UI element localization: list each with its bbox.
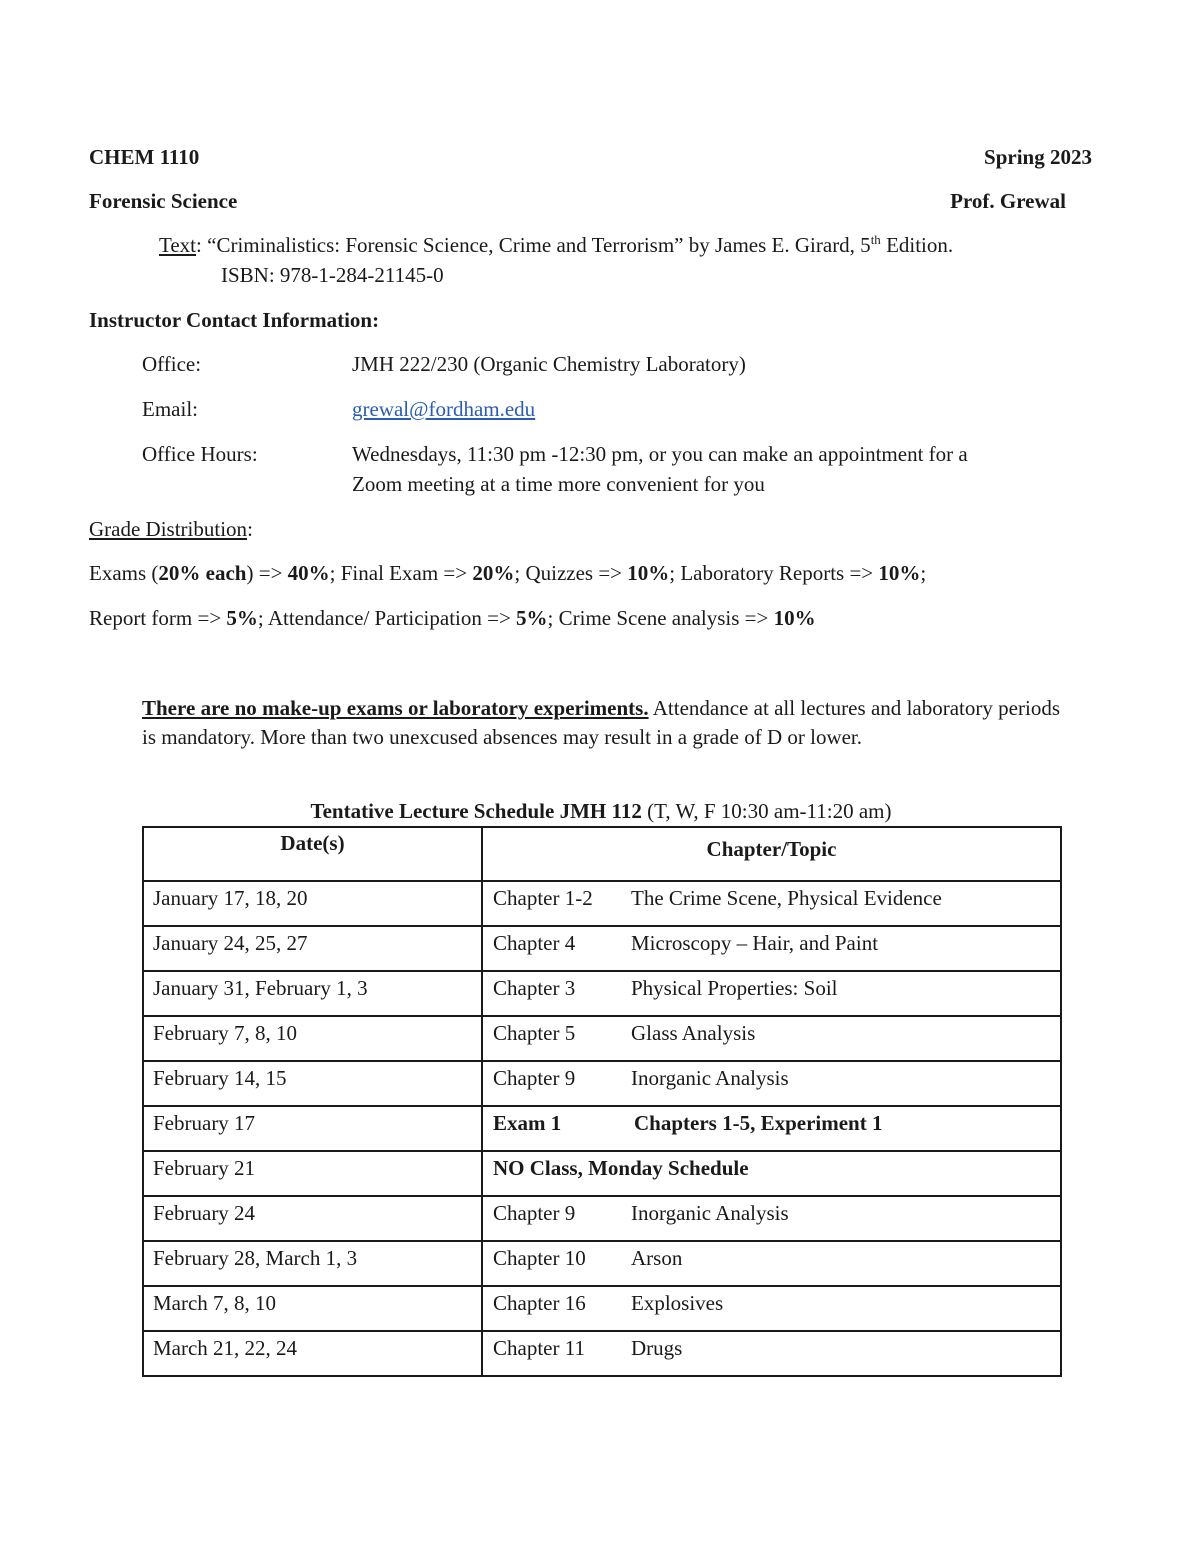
table-row (143, 1286, 1061, 1331)
schedule-chapter: Chapter 3 (493, 976, 576, 1000)
office-hours-label: Office Hours: (142, 442, 258, 466)
email-container (352, 396, 535, 422)
schedule-topic: Inorganic Analysis (631, 1201, 789, 1225)
schedule-topic-cell (482, 1331, 1061, 1376)
textbook-line (159, 232, 953, 258)
table-row (143, 881, 1061, 926)
schedule-title (142, 797, 1060, 825)
office-value: JMH 222/230 (Organic Chemistry Laboratory) (352, 352, 746, 376)
table-row (143, 1151, 1061, 1196)
schedule-date: February 28, March 1, 3 (143, 1241, 482, 1286)
schedule-topic-cell (482, 971, 1061, 1016)
table-row (143, 1106, 1061, 1151)
schedule-chapter: Chapter 4 (493, 931, 576, 955)
schedule-topic-cell (482, 1151, 1061, 1196)
schedule-topic: Glass Analysis (631, 1021, 756, 1045)
grade-heading: Grade Distribution (89, 517, 248, 541)
edition-superscript: th (870, 232, 881, 247)
schedule-topic: Inorganic Analysis (631, 1066, 789, 1090)
grade-weight: 10% (878, 561, 921, 585)
schedule-date: February 17 (143, 1106, 482, 1151)
schedule-title-time: (T, W, F 10:30 am-11:20 am) (641, 799, 892, 823)
schedule-title-bold: Tentative Lecture Schedule JMH 112 (310, 799, 642, 823)
course-code: CHEM 1110 (89, 145, 200, 169)
schedule-chapter: NO Class, Monday Schedule (493, 1156, 749, 1180)
column-header-dates: Date(s) (143, 827, 482, 881)
office-hours-line1: Wednesdays, 11:30 pm -12:30 pm, or you can make an appointment for a (352, 442, 968, 466)
table-row (143, 1331, 1061, 1376)
grade-weight: 5% (226, 606, 258, 630)
table-header-row (143, 827, 1061, 881)
email-link[interactable]: grewal@fordham.edu (352, 397, 536, 421)
lecture-schedule-table (142, 826, 1062, 1377)
grade-text: ) => (246, 561, 288, 585)
professor-name: Prof. Grewal (950, 189, 1066, 213)
textbook-colon: : (196, 233, 202, 257)
schedule-topic-cell (482, 881, 1061, 926)
grade-text: Report form => (89, 606, 227, 630)
table-row (143, 971, 1061, 1016)
attendance-notice (142, 694, 1060, 752)
grade-text: ; Laboratory Reports => (669, 561, 879, 585)
schedule-date: January 24, 25, 27 (143, 926, 482, 971)
isbn: ISBN: 978-1-284-21145-0 (221, 263, 444, 287)
schedule-chapter: Chapter 9 (493, 1201, 576, 1225)
schedule-date: February 7, 8, 10 (143, 1016, 482, 1061)
schedule-topic-cell (482, 926, 1061, 971)
office-label: Office: (142, 352, 202, 376)
schedule-date: February 14, 15 (143, 1061, 482, 1106)
grade-text: ; Quizzes => (514, 561, 628, 585)
instructor-heading: Instructor Contact Information: (89, 308, 380, 332)
schedule-topic-cell (482, 1286, 1061, 1331)
email-label: Email: (142, 397, 198, 421)
grade-weight: 10% (627, 561, 670, 585)
grade-text: ; (920, 561, 927, 585)
schedule-chapter: Exam 1 (493, 1111, 562, 1135)
column-header-topic: Chapter/Topic (482, 827, 1061, 881)
schedule-chapter: Chapter 5 (493, 1021, 576, 1045)
schedule-chapter: Chapter 1-2 (493, 886, 593, 910)
grade-text: ; Attendance/ Participation => (257, 606, 517, 630)
grade-text: ; Final Exam => (329, 561, 473, 585)
schedule-topic: Microscopy – Hair, and Paint (631, 931, 879, 955)
textbook-edition: Edition. (880, 233, 954, 257)
schedule-chapter: Chapter 11 (493, 1336, 585, 1360)
table-row (143, 1061, 1061, 1106)
table-row (143, 1196, 1061, 1241)
schedule-topic: Chapters 1-5, Experiment 1 (634, 1111, 883, 1135)
office-hours-line2: Zoom meeting at a time more convenient for you (352, 472, 765, 496)
schedule-date: February 24 (143, 1196, 482, 1241)
schedule-topic: Drugs (631, 1336, 683, 1360)
schedule-topic-cell (482, 1061, 1061, 1106)
schedule-topic-cell (482, 1241, 1061, 1286)
schedule-topic-cell (482, 1016, 1061, 1061)
grade-weight: 10% (773, 606, 816, 630)
textbook-title: “Criminalistics: Forensic Science, Crime and Terrorism” by James E. Girard, 5 (201, 233, 871, 257)
schedule-topic: The Crime Scene, Physical Evidence (631, 886, 942, 910)
schedule-topic-cell (482, 1106, 1061, 1151)
grade-weight: 5% (516, 606, 548, 630)
grade-line-1 (89, 560, 926, 586)
grade-weight: 40% (287, 561, 330, 585)
grade-text: ; Crime Scene analysis => (547, 606, 774, 630)
schedule-chapter: Chapter 16 (493, 1291, 586, 1315)
term: Spring 2023 (984, 145, 1092, 169)
schedule-date: March 7, 8, 10 (143, 1286, 482, 1331)
textbook-label: Text (159, 233, 197, 257)
schedule-date: March 21, 22, 24 (143, 1331, 482, 1376)
schedule-body (143, 881, 1061, 1376)
grade-weight: 20% each (158, 561, 247, 585)
schedule-date: January 31, February 1, 3 (143, 971, 482, 1016)
schedule-date: January 17, 18, 20 (143, 881, 482, 926)
schedule-topic: Physical Properties: Soil (631, 976, 838, 1000)
grade-line-2 (89, 605, 816, 631)
schedule-chapter: Chapter 9 (493, 1066, 576, 1090)
grade-text: Exams ( (89, 561, 159, 585)
schedule-topic-cell (482, 1196, 1061, 1241)
schedule-topic: Arson (631, 1246, 683, 1270)
schedule-date: February 21 (143, 1151, 482, 1196)
table-row (143, 1016, 1061, 1061)
table-row (143, 926, 1061, 971)
schedule-chapter: Chapter 10 (493, 1246, 586, 1270)
grade-weight: 20% (472, 561, 515, 585)
schedule-topic: Explosives (631, 1291, 724, 1315)
grade-heading-colon: : (247, 517, 253, 541)
table-row (143, 1241, 1061, 1286)
course-name: Forensic Science (89, 189, 238, 213)
no-makeup-notice: There are no make-up exams or laboratory experiments. (142, 696, 649, 720)
attendance-policy: Attendance at all lectures and laboratory periods is mandatory. More than two unexcused absences may result in a grade of D or lower. (142, 696, 1060, 749)
grade-heading-line (89, 516, 253, 542)
